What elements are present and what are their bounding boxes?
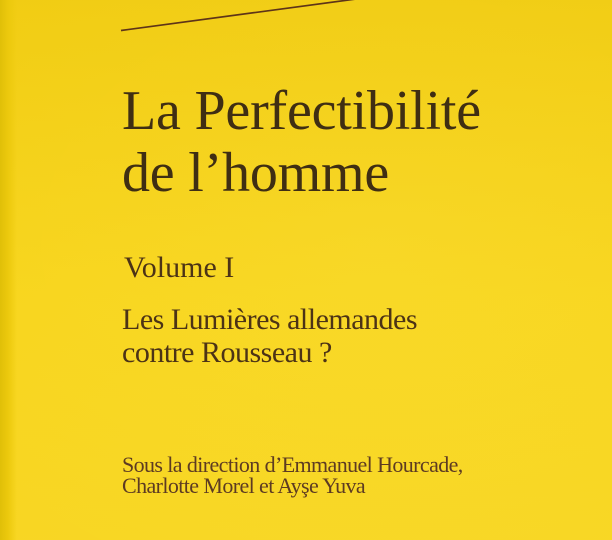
diagonal-line-stroke [121, 0, 356, 31]
book-subtitle-line1: Les Lumières allemandes [122, 303, 418, 336]
diagonal-accent-line [0, 0, 612, 44]
book-subtitle-line2: contre Rousseau ? [122, 336, 332, 369]
editors-credit-line2: Charlotte Morel et Ayşe Yuva [122, 473, 366, 498]
volume-label: Volume I [124, 251, 235, 284]
book-subtitle [122, 303, 417, 369]
editors-credit-line1: Sous la direction d’Emmanuel Hourcade, [122, 452, 463, 477]
book-title [122, 80, 481, 204]
editors-credit [122, 454, 463, 496]
book-title-line2: de l’homme [122, 142, 390, 204]
book-title-line1: La Perfectibilité [122, 80, 481, 142]
